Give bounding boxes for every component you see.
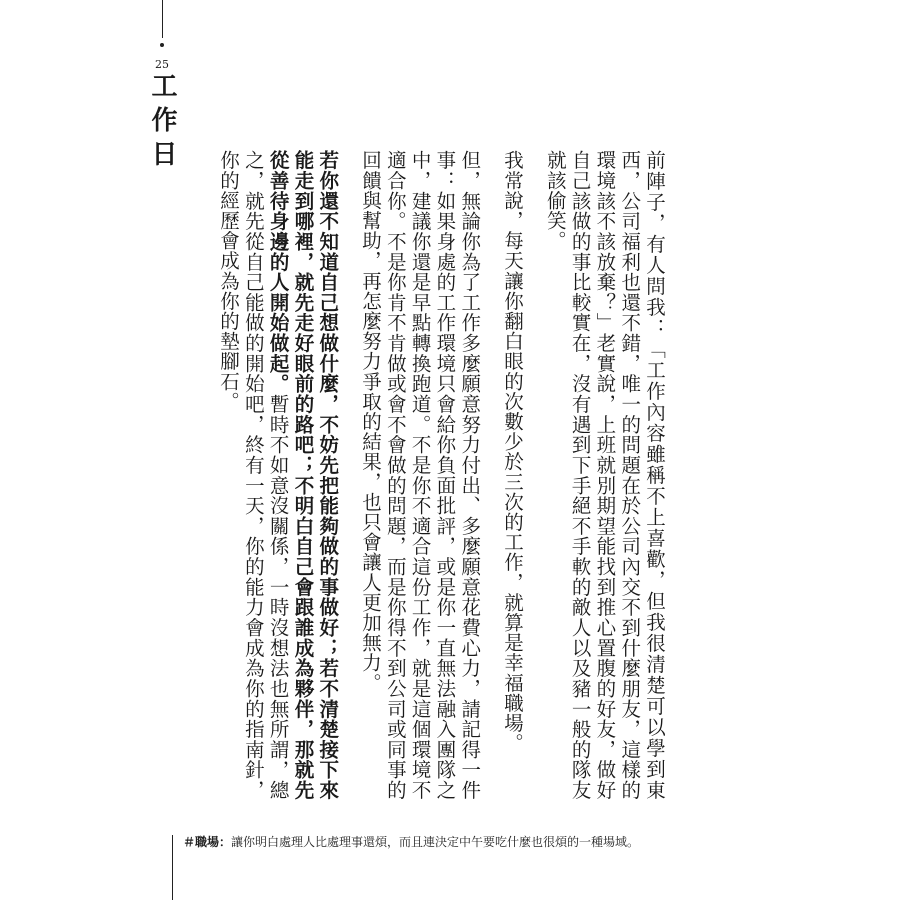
- bottom-margin-rule: [172, 835, 173, 900]
- paragraph-3: [357, 150, 481, 800]
- paragraph-1: [542, 150, 666, 800]
- paragraph-4-bold-text: 若你還不知道自己想做什麼，不妨先把能夠做的事做好；若不清楚接下來能走到哪裡，就先走好眼前的路吧；不明白自己會跟誰成為夥伴，那就先從善待身邊的人開始做起。: [266, 150, 340, 800]
- top-margin-rule: [162, 0, 163, 38]
- footnote-text: 讓你明白處理人比處理事還煩，而且連決定中午要吃什麼也很煩的一種場域。: [231, 835, 640, 849]
- paragraph-4: [215, 150, 339, 800]
- paragraph-4-text: 暫時不如意沒關係，一時沒想法也無所謂，總之，就先從自己能做的開始吧，終有一天，你的能力會成為你的指南針，你的經歷會成為你的墊腳石。: [217, 150, 290, 800]
- paragraph-3-text: 但，無論你為了工作多麼願意努力付出、多麼願意花費心力，請記得一件事：如果身處的工作環境只會給你負面批評，或是你一直無法融入團隊之中，建議你還是早點轉換跑道。不是你不適合這份工作，就是這個環境不適合你。不是你肯不肯做或會不會做的問題，而是你得不到公司或同事的回饋與幫助，再怎麼努力爭取的結果，也只會讓人更加無力。: [359, 150, 482, 800]
- paragraph-2: [499, 150, 524, 800]
- margin-rule-dot: [160, 43, 164, 47]
- chapter-title: 工作日: [147, 72, 177, 174]
- footnote: [183, 832, 743, 852]
- body-text: [196, 150, 666, 800]
- page-number: 25: [155, 58, 169, 71]
- paragraph-1-text: 前陣子，有人問我：「工作內容雖稱不上喜歡，但我很清楚可以學到東西，公司福利也還不錯，唯一的問題在於公司內交不到什麼朋友，這樣的環境該不該放棄？」老實說，上班就別期望能找到推心置腹的好友，做好自己該做的事比較實在，沒有遇到下手絕不手軟的敵人以及豬一般的隊友就該偷笑。: [543, 150, 666, 800]
- footnote-tag: ＃職場：: [183, 835, 232, 849]
- paragraph-2-text: 我常說，每天讓你翻白眼的次數少於三次的工作，就算是幸福職場。: [501, 150, 525, 753]
